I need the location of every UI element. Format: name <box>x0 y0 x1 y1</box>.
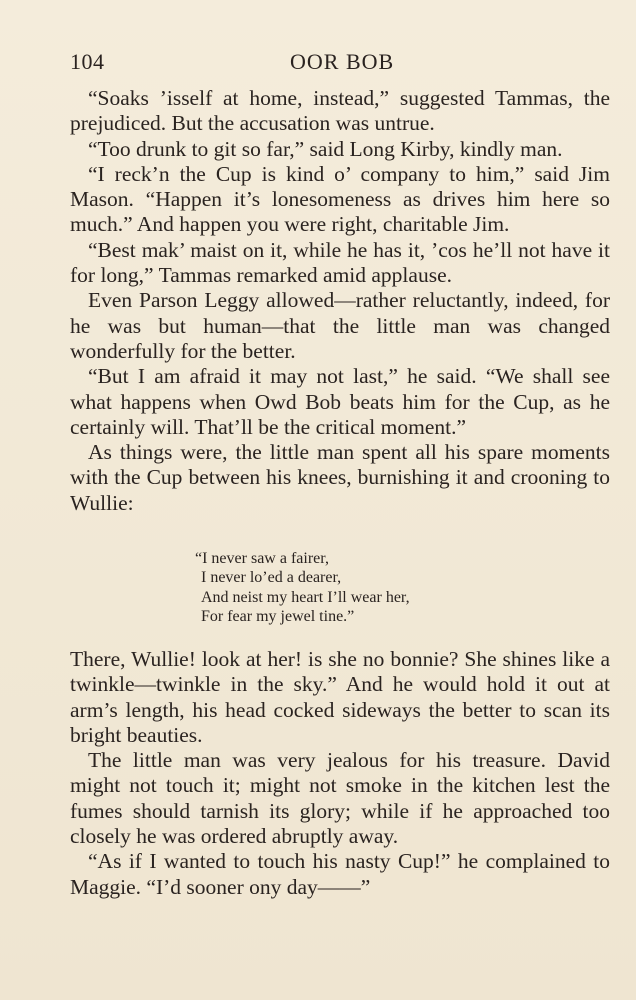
page-number: 104 <box>70 49 105 74</box>
paragraph: “Soaks ’isself at home, instead,” suggested Tammas, the prejudiced. But the accusation was untrue. <box>70 86 610 136</box>
running-title: OOR BOB <box>290 49 395 74</box>
verse-block <box>195 549 521 626</box>
paragraph: As things were, the little man spent all his spare moments with the Cup between his knees, burnishing it and crooning to Wullie: <box>70 440 610 515</box>
paragraph: “As if I wanted to touch his nasty Cup!” he complained to Maggie. “I’d sooner ony day——” <box>70 849 610 899</box>
paragraph: “Best mak’ maist on it, while he has it, ’cos he’ll not have it for long,” Tammas remarked amid applause. <box>70 237 610 288</box>
body-text-top <box>70 86 610 516</box>
body-text-bottom <box>70 647 610 900</box>
paragraph: “Too drunk to git so far,” said Long Kirby, kindly man. <box>88 136 563 161</box>
paragraph: “I reck’n the Cup is kind o’ company to him,” said Jim Mason. “Happen it’s lonesomeness as drives him here so much.” And happen you were right, charitable Jim. <box>70 161 610 237</box>
paragraph: “But I am afraid it may not last,” he said. “We shall see what happens when Owd Bob beats him for the Cup, as he certainly will. That’ll be the critical moment.” <box>70 364 610 439</box>
page-header <box>70 49 610 79</box>
verse-line: For fear my jewel tine.” <box>201 607 355 625</box>
verse-line: I never lo’ed a dearer, <box>201 569 342 587</box>
paragraph: There, Wullie! look at her! is she no bonnie? She shines like a twinkle—twinkle in the sky.” And he would hold it out at arm’s length, his head cocked sideways the better to scan its bright beauties. <box>70 647 610 747</box>
verse-line: “I never saw a fairer, <box>195 550 329 567</box>
paragraph: Even Parson Leggy allowed—rather reluctantly, indeed, for he was but human—that the little man was changed wonderfully for the better. <box>70 288 610 363</box>
verse-line: And neist my heart I’ll wear her, <box>201 588 410 606</box>
paragraph: The little man was very jealous for his treasure. David might not touch it; might not smoke in the kitchen lest the fumes should tarnish its glory; while if he approached too closely he was ordered abruptly away. <box>70 748 610 849</box>
